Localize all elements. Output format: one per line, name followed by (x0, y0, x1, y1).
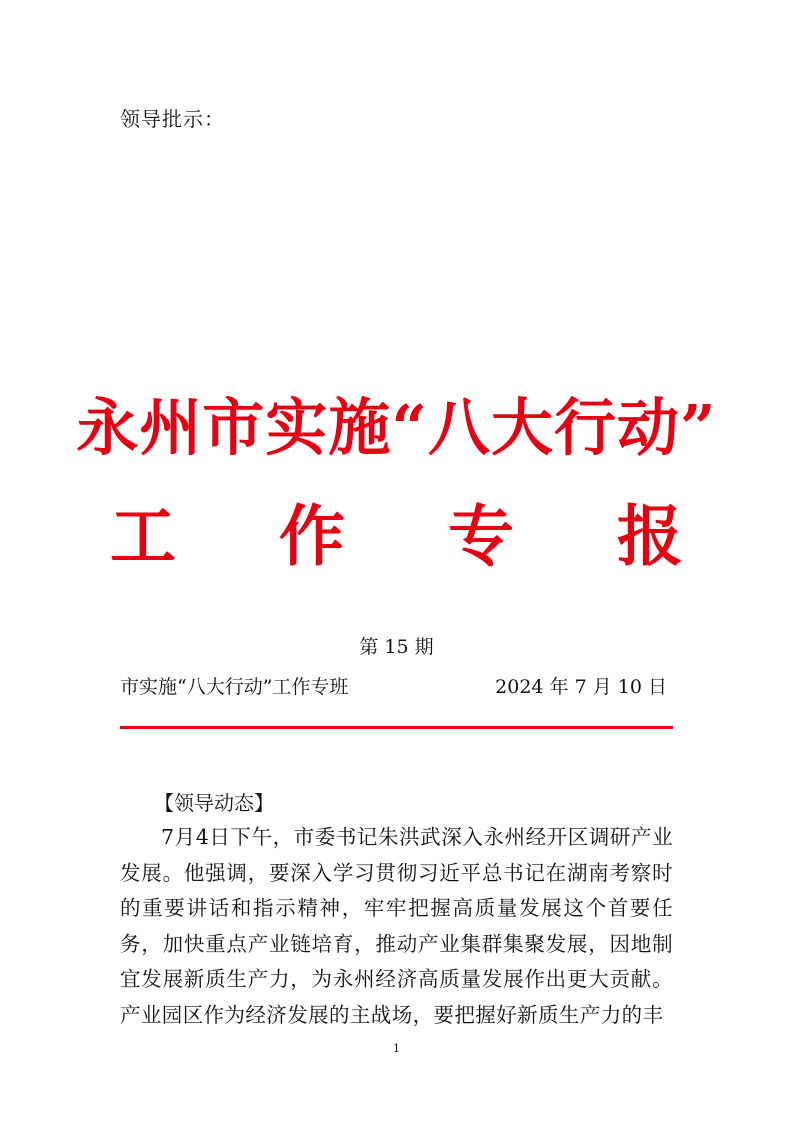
report-title: 永州市实施“八大行动” (76, 391, 717, 464)
publisher: 市实施“八大行动”工作专班 (120, 676, 349, 698)
page-number: 1 (393, 1042, 400, 1055)
section-heading: 【领导动态】 (154, 791, 274, 815)
issue-number: 第 15 期 (359, 636, 434, 658)
report-subtitle: 工 作 专 报 (110, 497, 723, 575)
leader-instruction-label: 领导批示： (120, 107, 225, 131)
publish-date: 2024 年 7 月 10 日 (495, 676, 667, 698)
body-paragraph: 7月4日下午，市委书记朱洪武深入永州经开区调研产业发展。他强调，要深入学习贯彻习近平总书记在湖南考察时的重要讲话和指示精神，牢牢把握高质量发展这个首要任务，加快重点产业链培育，推动产业集群集聚发展，因地制宜发展新质生产力，为永州经济高质量发展作出更大贡献。产业园区作为经济发展的主战场，要把握好新质生产力的丰 (120, 825, 673, 1027)
red-divider (120, 726, 673, 729)
